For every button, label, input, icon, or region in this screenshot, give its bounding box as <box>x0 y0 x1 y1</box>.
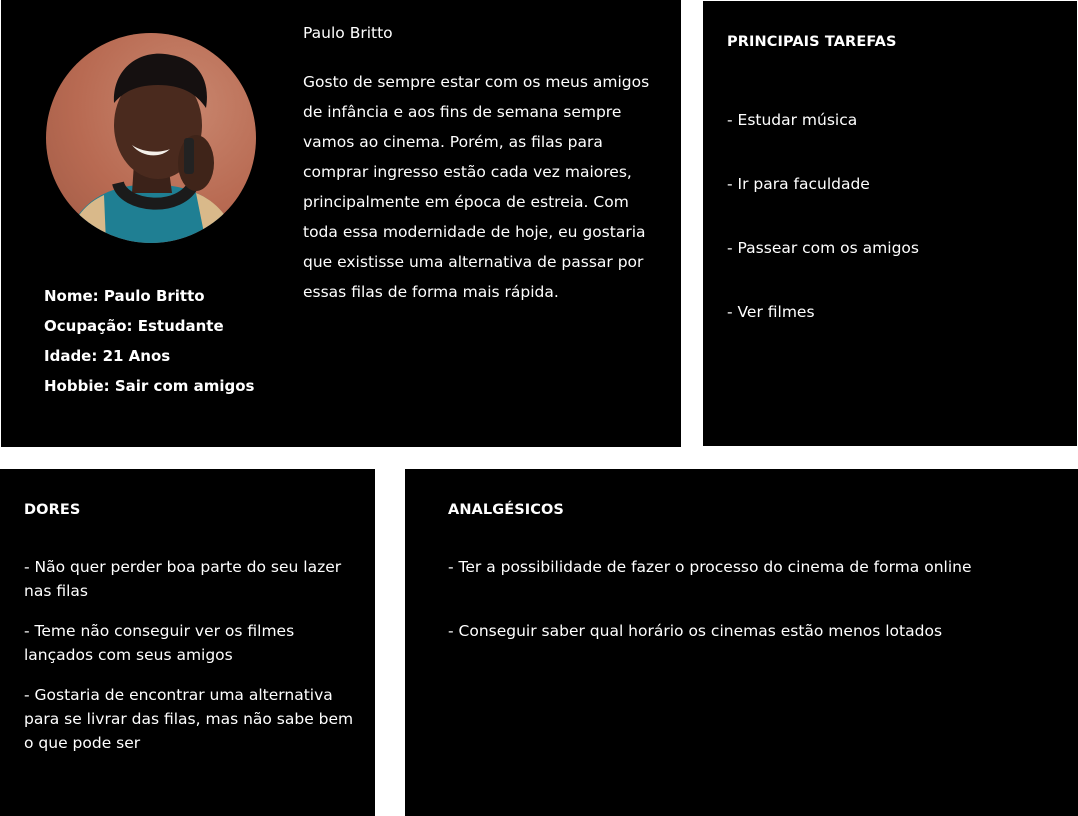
list-item: - Ter a possibilidade de fazer o processo do cinema de forma online <box>448 558 972 576</box>
relievers-title: ANALGÉSICOS <box>448 502 564 518</box>
pains-card <box>0 469 375 816</box>
list-item: - Gostaria de encontrar uma alternativa para se livrar das filas, mas não sabe bem o que pode ser <box>24 686 354 752</box>
persona-bio: Gosto de sempre estar com os meus amigos de infância e aos fins de semana sempre vamos ao cinema. Porém, as filas para comprar ingresso estão cada vez maiores, principalmente em época de estreia. Com toda essa modernidade de hoje, eu gostaria que existisse uma alternativa de passar por essas filas de forma mais rápida. <box>303 73 650 301</box>
avatar <box>46 33 256 243</box>
detail-occupation: Ocupação: Estudante <box>44 317 224 335</box>
list-item: - Não quer perder boa parte do seu lazer nas filas <box>24 558 342 600</box>
list-item: - Passear com os amigos <box>727 239 919 257</box>
profile-card <box>1 0 681 447</box>
relievers-list <box>448 555 1058 683</box>
persona-details <box>44 281 254 401</box>
tasks-list <box>727 108 919 364</box>
tasks-card <box>703 1 1077 446</box>
detail-name: Nome: Paulo Britto <box>44 287 205 305</box>
pains-title: DORES <box>24 502 81 518</box>
relievers-card <box>405 469 1078 816</box>
pains-list <box>24 555 354 771</box>
person-photo-icon <box>46 33 256 243</box>
list-item: - Ver filmes <box>727 303 815 321</box>
list-item: - Teme não conseguir ver os filmes lançados com seus amigos <box>24 622 295 664</box>
list-item: - Estudar música <box>727 111 858 129</box>
list-item: - Ir para faculdade <box>727 175 870 193</box>
list-item: - Conseguir saber qual horário os cinemas estão menos lotados <box>448 622 943 640</box>
persona-name: Paulo Britto <box>303 24 393 42</box>
detail-age: Idade: 21 Anos <box>44 347 171 365</box>
tasks-title: PRINCIPAIS TAREFAS <box>727 34 897 50</box>
detail-hobby: Hobbie: Sair com amigos <box>44 377 255 395</box>
